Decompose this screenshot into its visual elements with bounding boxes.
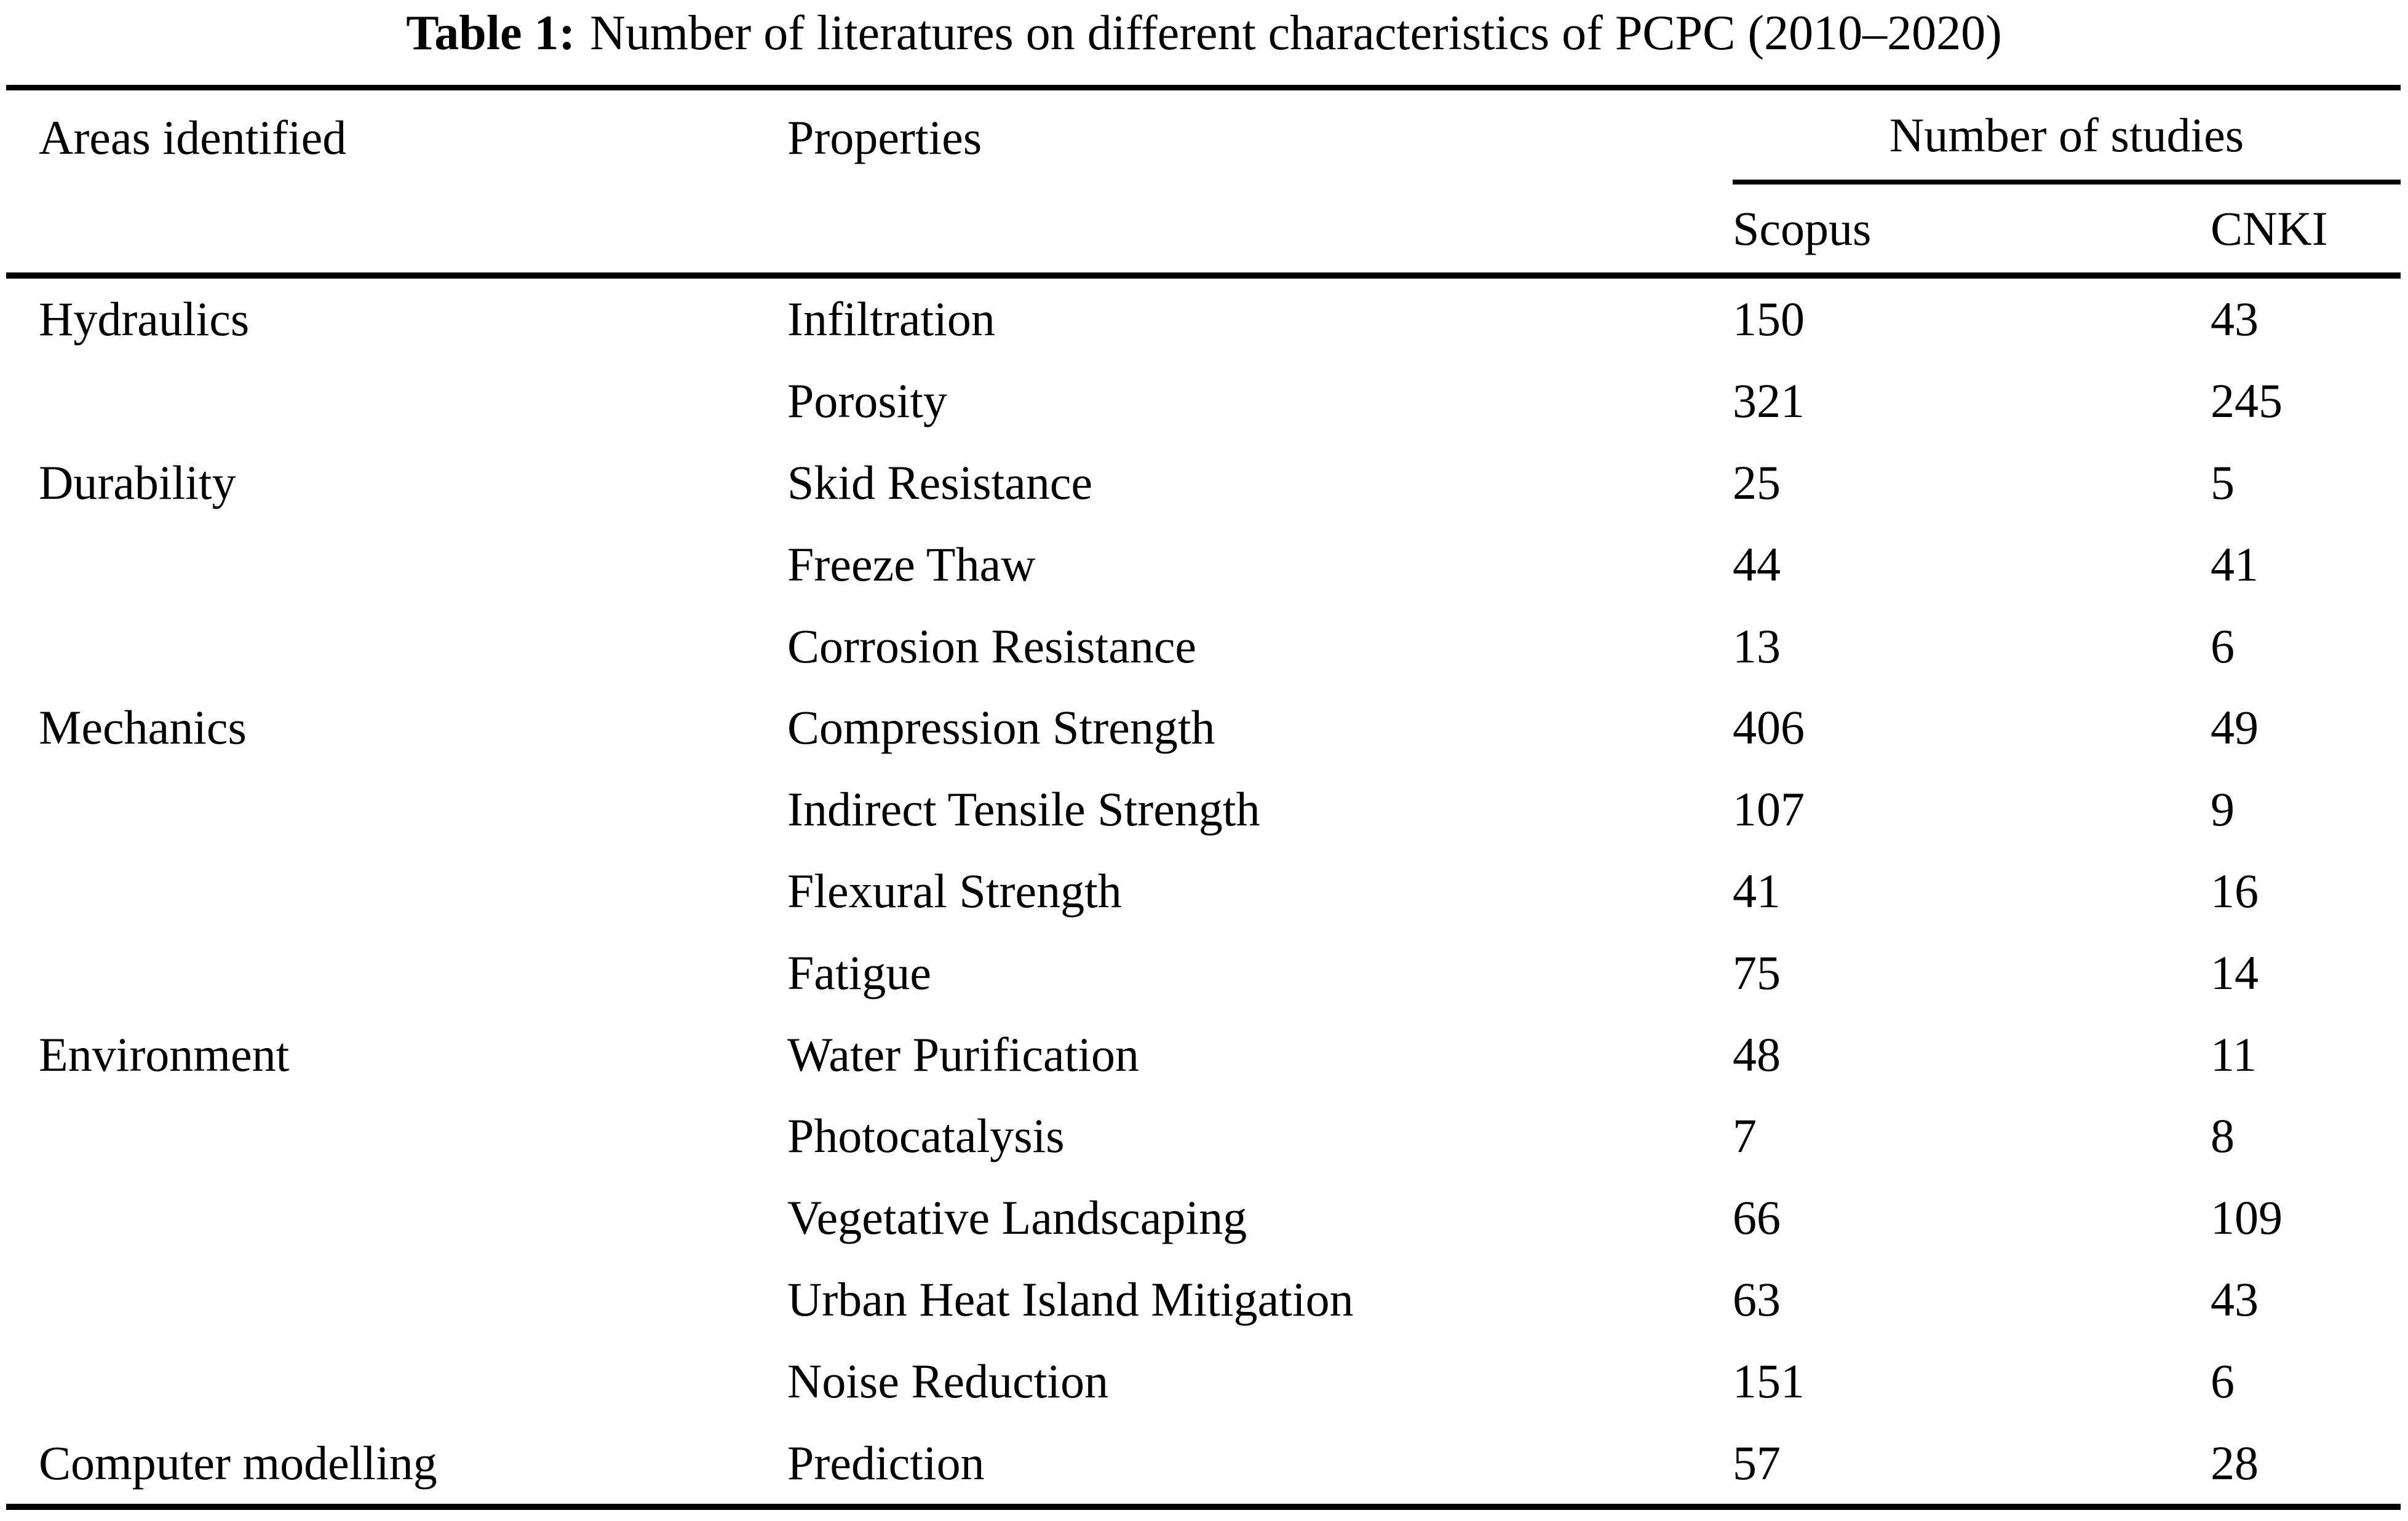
table-body	[6, 279, 2401, 1504]
cnki-count-cell: 8	[2211, 1109, 2235, 1163]
property-cell: Prediction	[787, 1436, 985, 1490]
scopus-count-cell: 25	[1733, 455, 1781, 509]
area-cell	[6, 1177, 787, 1259]
cnki-count-cell: 43	[2211, 1272, 2259, 1326]
cnki-count-cell: 16	[2211, 864, 2259, 918]
table-row	[6, 605, 2401, 687]
area-cell: Environment	[39, 1027, 290, 1081]
table-row	[6, 1014, 2401, 1095]
scopus-count-cell: 41	[1733, 864, 1781, 918]
cnki-count-cell: 6	[2211, 619, 2235, 673]
scopus-count-cell: 150	[1733, 292, 1805, 346]
cnki-count-cell: 109	[2211, 1191, 2283, 1245]
scopus-count-cell: 57	[1733, 1436, 1781, 1490]
property-cell: Flexural Strength	[787, 864, 1122, 918]
cnki-count-cell: 245	[2211, 374, 2283, 428]
table-row	[6, 932, 2401, 1014]
area-cell: Durability	[39, 455, 236, 509]
property-cell: Corrosion Resistance	[787, 619, 1197, 673]
scopus-count-cell: 7	[1733, 1109, 1757, 1163]
property-cell: Urban Heat Island Mitigation	[787, 1272, 1354, 1326]
table-row	[6, 1259, 2401, 1341]
area-cell	[6, 1340, 787, 1422]
area-cell	[6, 851, 787, 932]
table-row	[6, 360, 2401, 442]
property-cell: Fatigue	[787, 945, 931, 999]
area-cell: Computer modelling	[39, 1436, 437, 1490]
scopus-count-cell: 63	[1733, 1272, 1781, 1326]
scopus-count-cell: 48	[1733, 1027, 1781, 1081]
table-row	[6, 442, 2401, 524]
property-cell: Indirect Tensile Strength	[787, 782, 1260, 836]
scopus-count-cell: 75	[1733, 945, 1781, 999]
table-row	[6, 1340, 2401, 1422]
table-row	[6, 687, 2401, 769]
scopus-count-cell: 406	[1733, 701, 1805, 755]
cnki-count-cell: 5	[2211, 455, 2235, 509]
property-cell: Vegetative Landscaping	[787, 1191, 1247, 1245]
table-header-row-top	[6, 90, 2401, 185]
cnki-count-cell: 28	[2211, 1436, 2259, 1490]
area-cell: Mechanics	[39, 701, 247, 755]
cnki-count-cell: 9	[2211, 782, 2235, 836]
literature-count-table	[6, 85, 2401, 1510]
table-row	[6, 851, 2401, 932]
scopus-count-cell: 321	[1733, 374, 1805, 428]
property-cell: Noise Reduction	[787, 1354, 1109, 1408]
property-cell: Porosity	[787, 374, 948, 428]
area-cell	[6, 932, 787, 1014]
area-cell	[6, 1095, 787, 1177]
property-cell: Infiltration	[787, 292, 995, 346]
area-cell	[6, 769, 787, 851]
column-header-cnki: CNKI	[2211, 201, 2328, 255]
cnki-count-cell: 6	[2211, 1354, 2235, 1408]
property-cell: Photocatalysis	[787, 1109, 1065, 1163]
scopus-count-cell: 44	[1733, 537, 1781, 591]
scopus-count-cell: 66	[1733, 1191, 1781, 1245]
cnki-count-cell: 14	[2211, 945, 2259, 999]
table-row	[6, 769, 2401, 851]
area-cell	[6, 360, 787, 442]
column-header-number-of-studies: Number of studies	[1733, 90, 2401, 185]
table-row	[6, 279, 2401, 360]
area-cell	[6, 523, 787, 605]
property-cell: Freeze Thaw	[787, 537, 1036, 591]
table-header-row-sub	[6, 185, 2401, 279]
scopus-count-cell: 13	[1733, 619, 1781, 673]
column-header-areas-identified: Areas identified	[39, 110, 347, 164]
scopus-count-cell: 107	[1733, 782, 1805, 836]
area-cell	[6, 605, 787, 687]
cnki-count-cell: 43	[2211, 292, 2259, 346]
cnki-count-cell: 11	[2211, 1027, 2257, 1081]
area-cell	[6, 1259, 787, 1341]
table-caption-label: Table 1:	[406, 6, 576, 60]
property-cell: Compression Strength	[787, 701, 1215, 755]
column-header-properties: Properties	[787, 110, 982, 164]
table-caption-text: Number of literatures on different characteristics of PCPC (2010–2020)	[590, 6, 2002, 60]
empty-header-cell	[787, 185, 1733, 272]
property-cell: Skid Resistance	[787, 455, 1093, 509]
table-caption	[0, 0, 2408, 85]
empty-header-cell	[6, 185, 787, 272]
table-row	[6, 1095, 2401, 1177]
cnki-count-cell: 41	[2211, 537, 2259, 591]
scopus-count-cell: 151	[1733, 1354, 1805, 1408]
column-header-scopus: Scopus	[1733, 201, 1872, 255]
area-cell: Hydraulics	[39, 292, 250, 346]
property-cell: Water Purification	[787, 1027, 1140, 1081]
cnki-count-cell: 49	[2211, 701, 2259, 755]
table-row	[6, 1177, 2401, 1259]
table-row	[6, 523, 2401, 605]
table-row	[6, 1422, 2401, 1504]
